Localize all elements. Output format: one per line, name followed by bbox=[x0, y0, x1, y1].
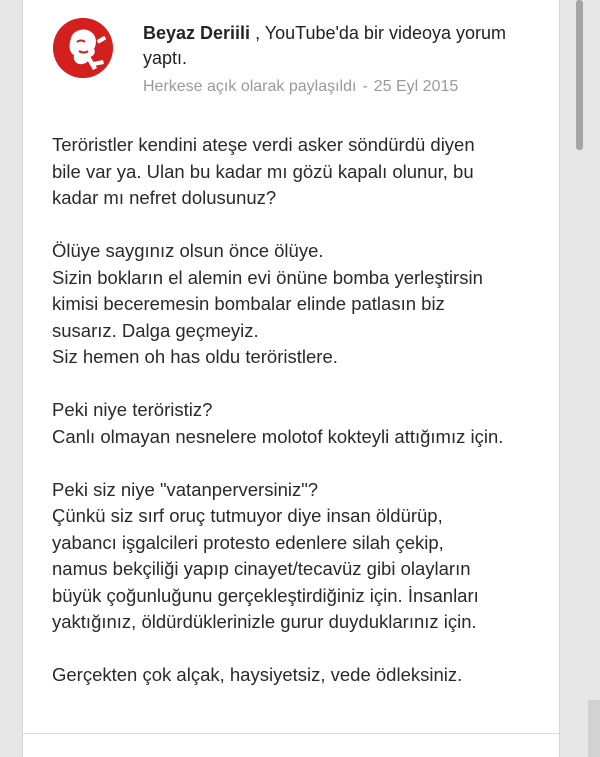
body-paragraph bbox=[52, 397, 552, 450]
body-line: büyük çoğunluğunu gerçekleştirdiğiniz için. İnsanları bbox=[52, 584, 479, 606]
post-card bbox=[22, 0, 560, 757]
body-line: Peki niye teröristiz? bbox=[52, 399, 213, 420]
post-meta bbox=[143, 78, 458, 96]
post-date[interactable]: 25 Eyl 2015 bbox=[373, 78, 459, 95]
card-divider bbox=[23, 733, 559, 734]
post-header bbox=[143, 21, 553, 71]
body-line: Gerçekten çok alçak, haysiyetsiz, vede ödleksiniz. bbox=[52, 664, 463, 685]
body-line: Sizin bokların el alemin evi önüne bomba yerleştirsin bbox=[52, 266, 483, 288]
body-line: namus bekçiliği yapıp cinayet/tecavüz gibi olayların bbox=[52, 558, 471, 579]
body-line: Teröristler kendini ateşe verdi asker söndürdü diyen bbox=[52, 134, 475, 155]
visibility-label: Herkese açık olarak paylaşıldı bbox=[143, 78, 357, 95]
author-name[interactable]: Beyaz Deriili bbox=[143, 23, 251, 43]
body-line: Peki siz niye "vatanperversiniz"? bbox=[52, 478, 319, 500]
body-line: kimisi beceremesin bombalar elinde patlasın biz bbox=[52, 293, 445, 314]
body-paragraph bbox=[52, 238, 552, 371]
red-leader-portrait-icon bbox=[53, 18, 113, 78]
body-paragraph bbox=[52, 477, 552, 636]
meta-separator: - bbox=[362, 78, 368, 95]
avatar[interactable] bbox=[53, 18, 113, 78]
post-action: , YouTube'da bir videoya yorum yaptı. bbox=[143, 23, 506, 68]
body-line: Siz hemen oh has oldu teröristlere. bbox=[52, 346, 338, 367]
body-line: Çünkü siz sırf oruç tutmuyor diye insan öldürüp, bbox=[52, 505, 443, 526]
body-paragraph bbox=[52, 662, 552, 689]
body-line: yaktığınız, öldürdüklerinizle gurur duyduklarınız için. bbox=[52, 611, 477, 632]
body-line: Ölüye saygınız olsun önce ölüye. bbox=[52, 240, 324, 261]
post-body bbox=[52, 132, 552, 715]
body-line: kadar mı nefret dolusunuz? bbox=[52, 187, 277, 208]
body-line: susarız. Dalga geçmeyiz. bbox=[52, 319, 259, 341]
window-edge bbox=[588, 700, 600, 757]
body-line: yabancı işgalcileri protesto edenlere silah çekip, bbox=[52, 531, 444, 553]
body-line: bile var ya. Ulan bu kadar mı gözü kapalı olunur, bu bbox=[52, 160, 474, 182]
body-paragraph bbox=[52, 132, 552, 212]
body-line: Canlı olmayan nesnelere molotof kokteyli attığımız için. bbox=[52, 425, 504, 447]
scrollbar-thumb[interactable] bbox=[576, 0, 583, 150]
